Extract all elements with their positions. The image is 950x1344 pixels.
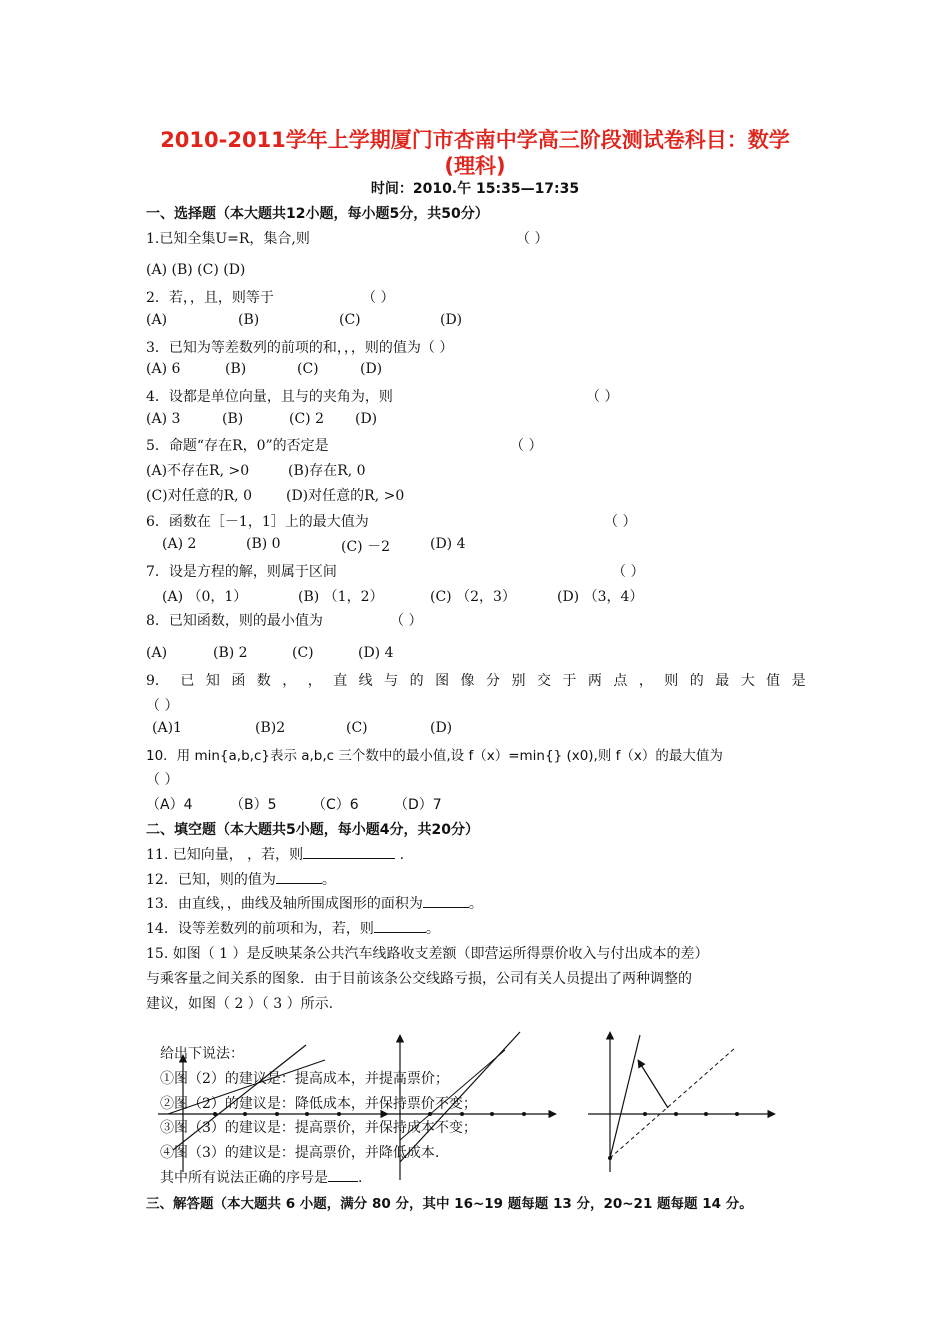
question-5-option-d: (D)对任意的R, >0 bbox=[286, 488, 405, 504]
question-3-option-d: (D) bbox=[360, 361, 383, 377]
statement-question-tail: . bbox=[358, 1170, 363, 1186]
figure-1-graph bbox=[588, 1032, 775, 1172]
question-9-part: 是 bbox=[791, 673, 806, 689]
question-1: 1.已知全集U=R，集合,则 bbox=[146, 231, 310, 247]
question-9-part: 交 bbox=[536, 673, 551, 689]
title-line-2: (理科) bbox=[444, 154, 506, 178]
question-5-option-c: (C)对任意的R, 0 bbox=[146, 488, 252, 504]
statement-intro: 给出下说法： bbox=[160, 1046, 244, 1062]
question-9-option-d: (D) bbox=[430, 720, 453, 736]
question-5: 5．命题“存在R，0”的否定是 bbox=[146, 438, 329, 454]
question-9-part: 知 bbox=[205, 673, 220, 689]
question-15-line-3: 建议，如图（ 2 ）（ 3 ）所示. bbox=[146, 996, 334, 1012]
axis-origin-dot bbox=[608, 1156, 612, 1160]
question-9-part: 分 bbox=[486, 673, 501, 689]
question-9-part: 的 bbox=[689, 673, 704, 689]
question-15-line-1: 15. 如图（ 1 ）是反映某条公共汽车线路收支差额（即营运所得票价收入与付出成本的差） bbox=[146, 946, 709, 962]
statement-question bbox=[160, 1167, 362, 1187]
exam-time: 时间：2010.午 15:35—17:35 bbox=[370, 181, 580, 197]
question-1-options: (A) (B) (C) (D) bbox=[146, 262, 246, 278]
question-6-option-c: (C) －2 bbox=[341, 539, 390, 555]
question-10-option-a: （A）4 bbox=[146, 797, 193, 813]
axis-tick-dot bbox=[735, 1112, 739, 1116]
question-6: 6．函数在［－1，1］上的最大值为 bbox=[146, 514, 369, 530]
question-9-part: 直 bbox=[333, 673, 348, 689]
question-14-text: 14．设等差数列的前项和为，若，则 bbox=[146, 921, 374, 937]
question-12-tail: 。 bbox=[321, 872, 336, 888]
question-9-part: 函 bbox=[231, 673, 246, 689]
title-line-1: 2010-2011学年上学期厦门市杏南中学高三阶段测试卷科目：数学 bbox=[160, 128, 790, 152]
question-12-text: 12．已知，则的值为 bbox=[146, 872, 276, 888]
figure-1-rising-line bbox=[610, 1035, 640, 1158]
question-8-option-c: (C) bbox=[292, 645, 314, 661]
question-9-part: 已 bbox=[180, 673, 195, 689]
figure-1-dashed-line bbox=[610, 1048, 735, 1158]
statement-question-text: 其中所有说法正确的序号是 bbox=[160, 1170, 328, 1186]
question-8-option-a: (A) bbox=[146, 645, 168, 661]
question-9-part: 与 bbox=[384, 673, 399, 689]
question-9-option-b: (B)2 bbox=[255, 720, 286, 736]
question-11-text: 11. 已知向量， ，若，则 bbox=[146, 847, 304, 863]
section-2-heading: 二、填空题（本大题共5小题，每小题4分，共20分） bbox=[146, 822, 479, 838]
question-2-answer-paren: （ ） bbox=[362, 290, 395, 306]
question-9-option-a: (A)1 bbox=[152, 720, 182, 736]
question-4-option-a: (A) 3 bbox=[146, 411, 181, 427]
question-5-answer-paren: （ ） bbox=[510, 438, 543, 454]
section-3-heading: 三、解答题（本大题共 6 小题，满分 80 分，其中 16~19 题每题 13 分，20~21 题每题 14 分。 bbox=[146, 1196, 753, 1212]
question-9-part: 两 bbox=[587, 673, 602, 689]
question-6-answer-paren: （ ） bbox=[604, 514, 637, 530]
axis-tick-dot bbox=[643, 1112, 647, 1116]
question-7-option-c: (C) （2，3） bbox=[430, 589, 516, 605]
question-7-option-d: (D) （3，4） bbox=[557, 589, 644, 605]
question-9-part: ， bbox=[307, 673, 322, 689]
question-9-part: 值 bbox=[766, 673, 781, 689]
statement-3: ③图（3）的建议是：提高票价，并保持成本不变； bbox=[160, 1120, 477, 1136]
question-3: 3．已知为等差数列的前项的和，，，则的值为（ ） bbox=[146, 340, 454, 356]
question-8-option-b: (B) 2 bbox=[213, 645, 248, 661]
question-8: 8．已知函数，则的最小值为 bbox=[146, 613, 323, 629]
question-9-part: 则 bbox=[664, 673, 679, 689]
question-6-option-a: (A) 2 bbox=[162, 536, 197, 552]
question-3-option-a: (A) 6 bbox=[146, 361, 181, 377]
question-7: 7．设是方程的解，则属于区间 bbox=[146, 564, 337, 580]
question-11-tail: . bbox=[395, 847, 405, 863]
statement-2: ②图（2）的建议是：降低成本，并保持票价不变； bbox=[160, 1096, 477, 1112]
question-10: 10．用 min{a,b,c}表示 a,b,c 三个数中的最小值,设 f（x）=min{} (x0),则 f（x）的最大值为 bbox=[146, 748, 723, 764]
question-15-line-2: 与乘客量之间关系的图象．由于目前该条公交线路亏损，公司有关人员提出了两种调整的 bbox=[146, 971, 692, 987]
question-9-part: 最 bbox=[715, 673, 730, 689]
question-9-part: 大 bbox=[740, 673, 755, 689]
question-7-option-b: (B) （1，2） bbox=[298, 589, 384, 605]
question-9-part: 别 bbox=[511, 673, 526, 689]
question-13-tail: 。 bbox=[468, 896, 483, 912]
axis-tick-dot bbox=[490, 1112, 494, 1116]
question-7-option-a: (A) （0，1） bbox=[162, 589, 248, 605]
question-8-answer-paren: （ ） bbox=[390, 613, 423, 629]
question-9-part: 9． bbox=[146, 673, 169, 689]
section-1-heading: 一、选择题（本大题共12小题，每小题5分，共50分） bbox=[146, 206, 489, 222]
question-6-option-b: (B) 0 bbox=[246, 536, 281, 552]
question-9-part: 像 bbox=[460, 673, 475, 689]
question-9-part: ， bbox=[282, 673, 297, 689]
question-6-option-d: (D) 4 bbox=[430, 536, 466, 552]
question-10-answer-paren: （ ） bbox=[146, 772, 179, 788]
axis-tick-dot bbox=[522, 1112, 526, 1116]
question-7-answer-paren: （ ） bbox=[612, 564, 645, 580]
question-9-part: 点 bbox=[613, 673, 628, 689]
question-2-option-a: (A) bbox=[146, 312, 168, 328]
question-2-option-c: (C) bbox=[339, 312, 361, 328]
question-1-answer-paren: （ ） bbox=[516, 231, 549, 247]
question-2: 2．若，，且，则等于 bbox=[146, 290, 274, 306]
axis-tick-dot bbox=[674, 1112, 678, 1116]
question-4: 4．设都是单位向量，且与的夹角为，则 bbox=[146, 389, 393, 405]
question-9-part: 数 bbox=[256, 673, 271, 689]
statement-1: ①图（2）的建议是：提高成本，并提高票价； bbox=[160, 1071, 449, 1087]
question-4-option-b: (B) bbox=[222, 411, 244, 427]
question-9-part: ， bbox=[638, 673, 653, 689]
question-2-option-d: (D) bbox=[440, 312, 463, 328]
question-9-option-c: (C) bbox=[346, 720, 368, 736]
question-10-option-b: （B）5 bbox=[230, 797, 277, 813]
question-13-text: 13．由直线，，曲线及轴所围成图形的面积为 bbox=[146, 896, 423, 912]
question-3-option-b: (B) bbox=[225, 361, 247, 377]
axis-tick-dot bbox=[704, 1112, 708, 1116]
question-4-answer-paren: （ ） bbox=[586, 389, 619, 405]
question-8-option-d: (D) 4 bbox=[358, 645, 394, 661]
question-9-part: 的 bbox=[409, 673, 424, 689]
question-4-option-c: (C) 2 bbox=[289, 411, 324, 427]
question-14-tail: 。 bbox=[425, 921, 440, 937]
question-9-part: 图 bbox=[435, 673, 450, 689]
figure-1-arrow bbox=[638, 1060, 668, 1108]
question-5-option-b: (B)存在R, 0 bbox=[288, 463, 366, 479]
question-10-option-d: （D）7 bbox=[394, 797, 442, 813]
question-4-option-d: (D) bbox=[355, 411, 378, 427]
question-9-answer-paren: （ ） bbox=[146, 698, 179, 714]
question-2-option-b: (B) bbox=[238, 312, 260, 328]
question-9-part: 线 bbox=[358, 673, 373, 689]
statement-4: ④图（3）的建议是：提高票价，并降低成本. bbox=[160, 1145, 440, 1161]
answer-blank[interactable] bbox=[328, 1167, 358, 1182]
question-10-option-c: （C）6 bbox=[312, 797, 359, 813]
question-5-option-a: (A)不存在R, >0 bbox=[146, 463, 250, 479]
question-3-option-c: (C) bbox=[297, 361, 319, 377]
question-9-part: 于 bbox=[562, 673, 577, 689]
